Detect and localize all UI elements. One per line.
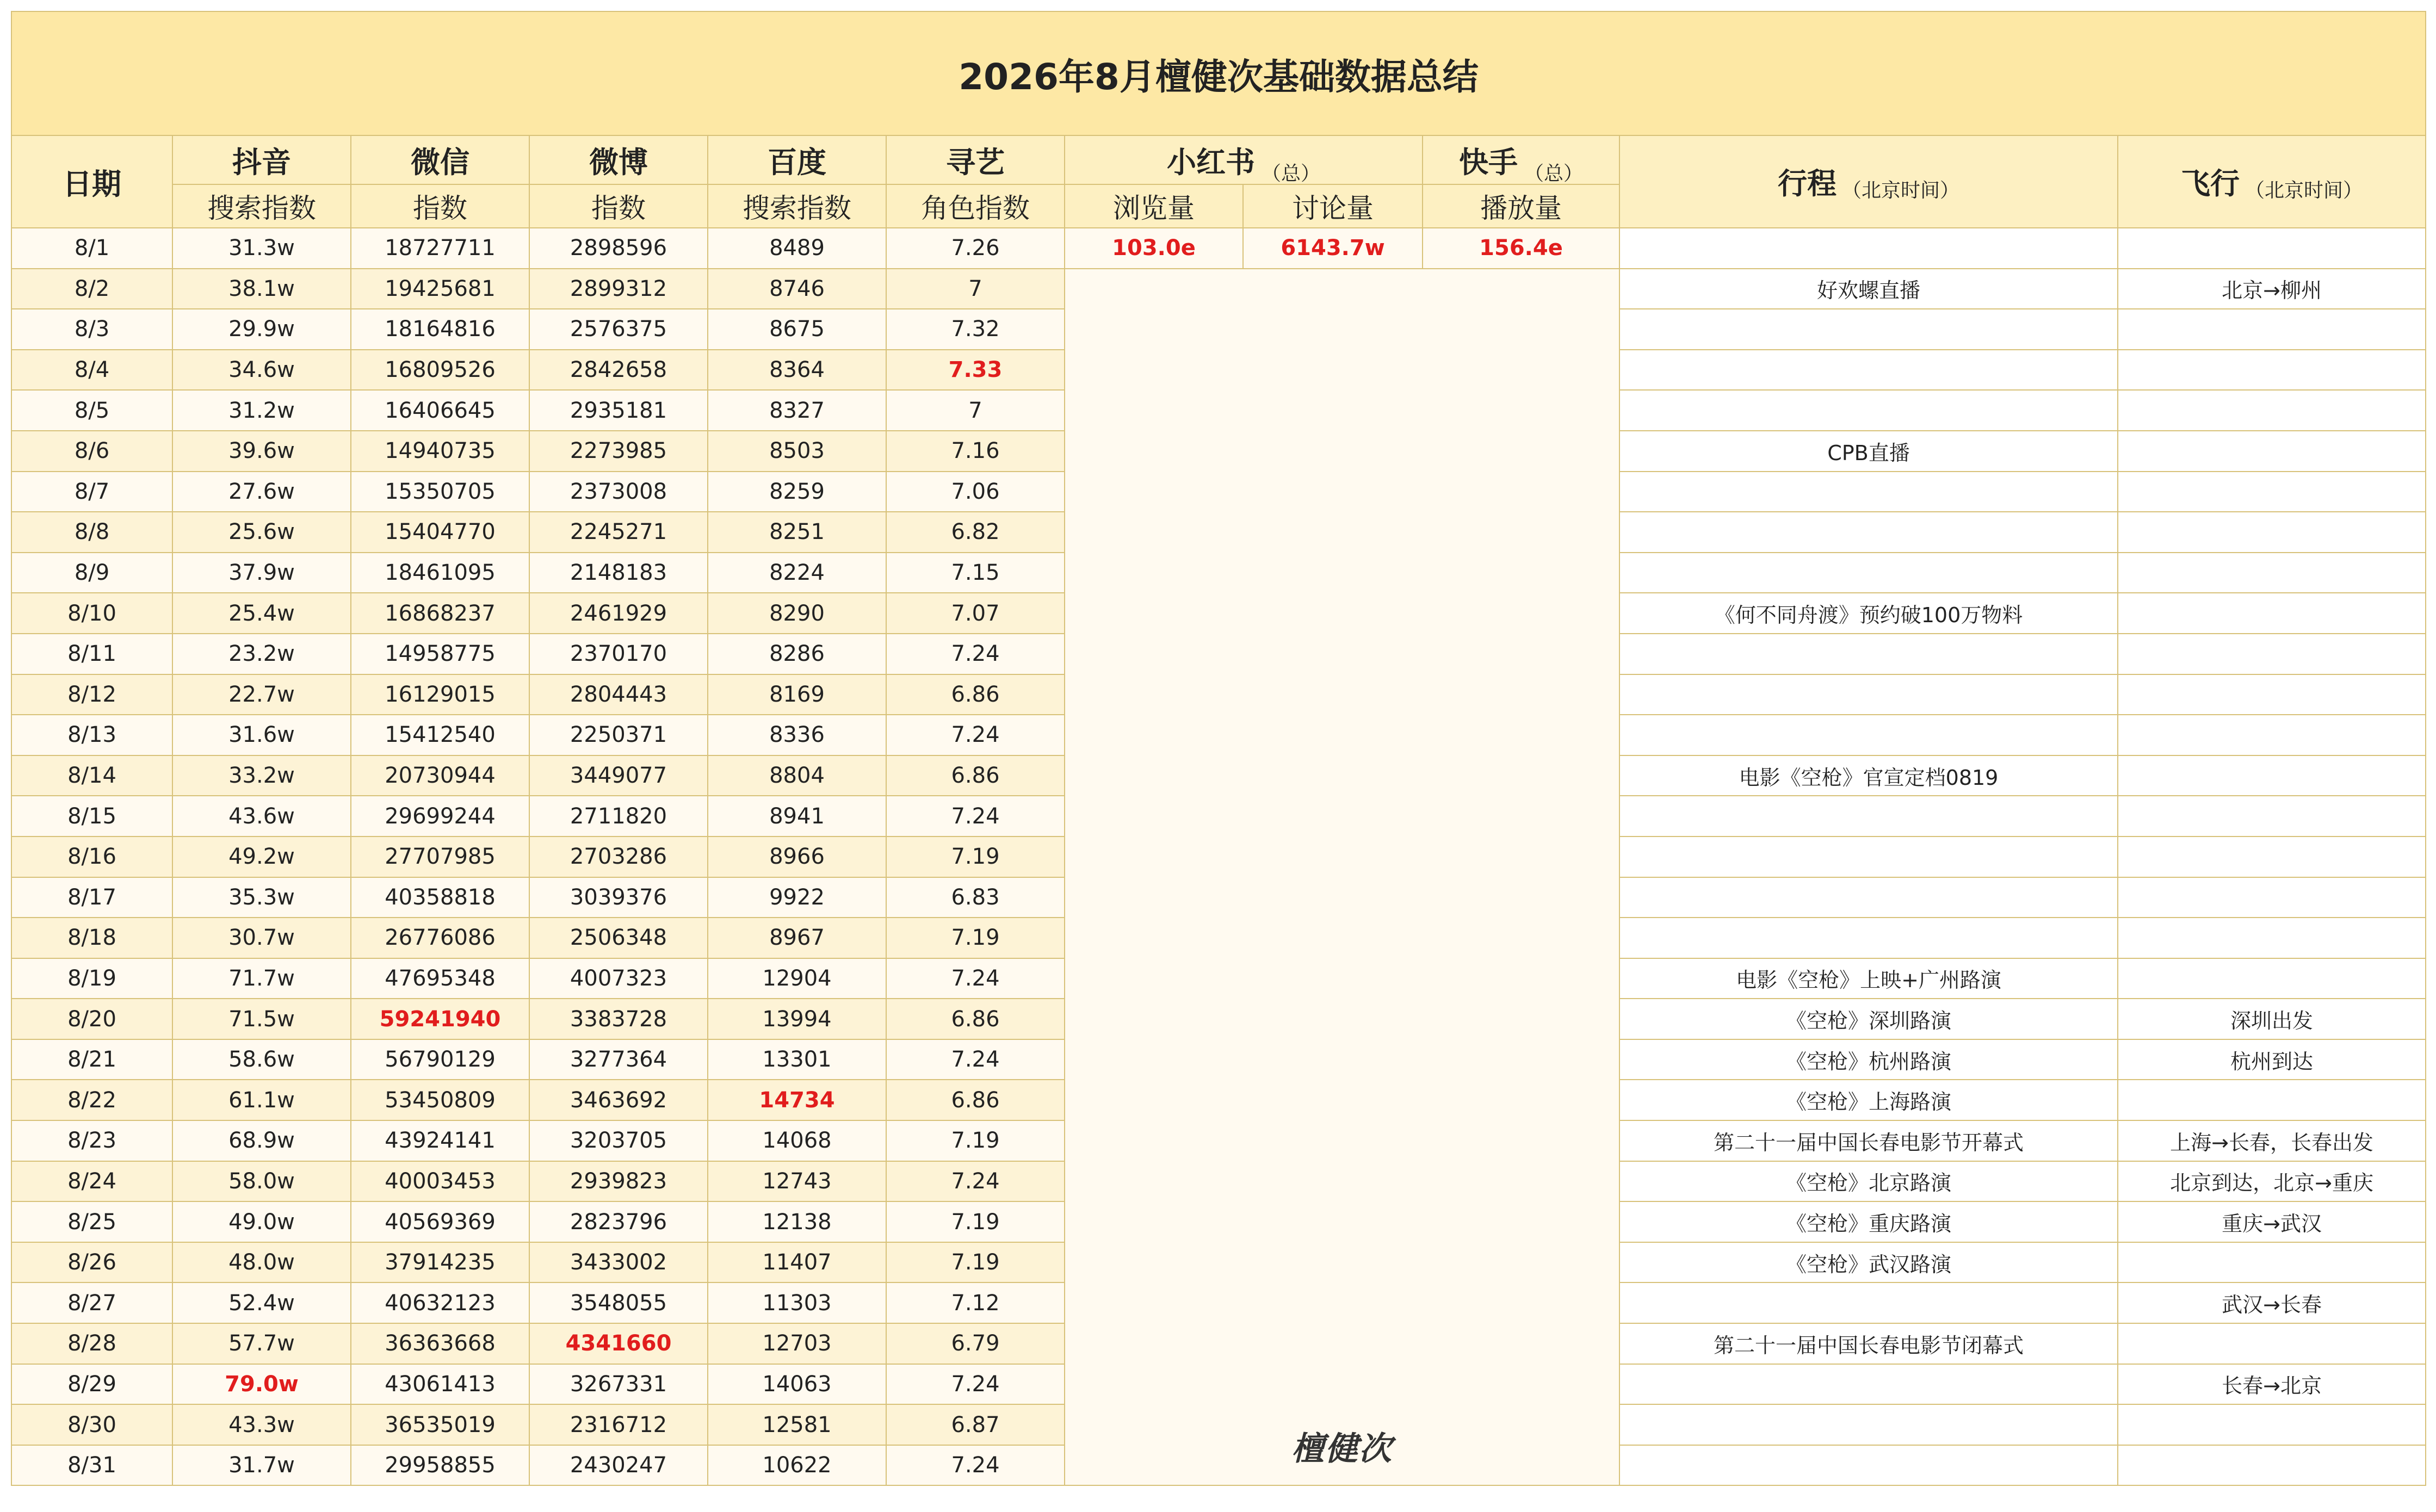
cell-douyin: 57.7w [172, 1323, 351, 1364]
cell-date: 8/27 [11, 1282, 172, 1323]
cell-schedule [1619, 350, 2118, 391]
cell-douyin: 49.2w [172, 836, 351, 877]
cell-weibo: 4007323 [529, 958, 708, 999]
header-schedule [1619, 135, 2118, 228]
cell-xunyi: 7.24 [886, 1445, 1065, 1486]
cell-xunyi: 7.16 [886, 431, 1065, 472]
cell-flight [2118, 1323, 2426, 1364]
cell-douyin: 35.3w [172, 877, 351, 918]
header-flight-note: （北京时间） [2245, 179, 2363, 202]
cell-flight [2118, 715, 2426, 755]
cell-date: 8/15 [11, 796, 172, 836]
cell-date: 8/11 [11, 634, 172, 674]
cell-xunyi: 7.24 [886, 958, 1065, 999]
cell-xunyi: 7.12 [886, 1282, 1065, 1323]
cell-wechat: 37914235 [351, 1242, 529, 1283]
cell-date: 8/21 [11, 1039, 172, 1080]
cell-flight [2118, 877, 2426, 918]
cell-weibo: 3039376 [529, 877, 708, 918]
cell-schedule [1619, 390, 2118, 431]
header-xunyi: 寻艺 [886, 135, 1065, 184]
cell-xunyi: 6.86 [886, 755, 1065, 796]
cell-baidu: 8251 [708, 512, 886, 553]
cell-xunyi: 6.86 [886, 999, 1065, 1039]
cell-wechat: 36535019 [351, 1404, 529, 1445]
signature-logo: 檀健次 [1291, 1430, 1393, 1468]
table-row [11, 228, 2426, 269]
cell-xunyi: 6.83 [886, 877, 1065, 918]
cell-date: 8/7 [11, 472, 172, 512]
cell-flight [2118, 1242, 2426, 1283]
cell-baidu: 8169 [708, 674, 886, 715]
subheader-baidu: 搜索指数 [708, 184, 886, 228]
header-weibo: 微博 [529, 135, 708, 184]
cell-schedule [1619, 836, 2118, 877]
cell-schedule [1619, 553, 2118, 593]
cell-weibo: 2273985 [529, 431, 708, 472]
cell-wechat: 29699244 [351, 796, 529, 836]
table-row [11, 269, 2426, 309]
cell-wechat: 26776086 [351, 918, 529, 958]
cell-date: 8/26 [11, 1242, 172, 1283]
cell-schedule [1619, 715, 2118, 755]
cell-douyin: 31.7w [172, 1445, 351, 1486]
cell-douyin: 58.0w [172, 1161, 351, 1202]
cell-baidu: 14734 [708, 1080, 886, 1120]
cell-schedule [1619, 309, 2118, 350]
cell-flight [2118, 512, 2426, 553]
cell-wechat: 16129015 [351, 674, 529, 715]
cell-date: 8/20 [11, 999, 172, 1039]
cell-schedule [1619, 634, 2118, 674]
cell-wechat: 59241940 [351, 999, 529, 1039]
cell-wechat: 20730944 [351, 755, 529, 796]
cell-schedule: 《何不同舟渡》预约破100万物料 [1619, 593, 2118, 634]
header-flight-label: 飞行 [2181, 166, 2240, 201]
cell-weibo: 2245271 [529, 512, 708, 553]
cell-schedule: 《空枪》上海路演 [1619, 1080, 2118, 1120]
cell-wechat: 29958855 [351, 1445, 529, 1486]
cell-xunyi: 7.06 [886, 472, 1065, 512]
cell-baidu: 12703 [708, 1323, 886, 1364]
cell-baidu: 8336 [708, 715, 886, 755]
cell-weibo: 2430247 [529, 1445, 708, 1486]
cell-douyin: 29.9w [172, 309, 351, 350]
cell-weibo: 2148183 [529, 553, 708, 593]
cell-schedule [1619, 1282, 2118, 1323]
cell-wechat: 15404770 [351, 512, 529, 553]
cell-xunyi: 6.86 [886, 674, 1065, 715]
cell-wechat: 16406645 [351, 390, 529, 431]
cell-douyin: 43.6w [172, 796, 351, 836]
cell-schedule: 《空枪》武汉路演 [1619, 1242, 2118, 1283]
cell-weibo: 2842658 [529, 350, 708, 391]
cell-weibo: 3267331 [529, 1364, 708, 1405]
cell-flight [2118, 1080, 2426, 1120]
subheader-weibo: 指数 [529, 184, 708, 228]
cell-xunyi: 7.19 [886, 1120, 1065, 1161]
subheader-wechat: 指数 [351, 184, 529, 228]
cell-schedule: 好欢螺直播 [1619, 269, 2118, 309]
cell-douyin: 31.6w [172, 715, 351, 755]
header-kuaishou-label: 快手 [1458, 145, 1518, 179]
cell-schedule [1619, 472, 2118, 512]
cell-wechat: 18164816 [351, 309, 529, 350]
cell-date: 8/29 [11, 1364, 172, 1405]
cell-flight [2118, 836, 2426, 877]
cell-xunyi: 7 [886, 390, 1065, 431]
cell-baidu: 8224 [708, 553, 886, 593]
cell-weibo: 2804443 [529, 674, 708, 715]
cell-xunyi: 6.87 [886, 1404, 1065, 1445]
cell-weibo: 3548055 [529, 1282, 708, 1323]
cell-schedule [1619, 228, 2118, 269]
cell-baidu: 12581 [708, 1404, 886, 1445]
cell-total-kuaishou-plays: 156.4e [1423, 228, 1619, 269]
cell-xunyi: 7.19 [886, 836, 1065, 877]
cell-douyin: 25.4w [172, 593, 351, 634]
header-xiaohongshu-note: （总） [1261, 162, 1320, 184]
page-title: 2026年8月檀健次基础数据总结 [11, 11, 2426, 135]
cell-baidu: 8967 [708, 918, 886, 958]
cell-xunyi: 7.24 [886, 715, 1065, 755]
cell-baidu: 8804 [708, 755, 886, 796]
cell-date: 8/30 [11, 1404, 172, 1445]
cell-xunyi: 7.15 [886, 553, 1065, 593]
cell-weibo: 2370170 [529, 634, 708, 674]
cell-date: 8/18 [11, 918, 172, 958]
cell-weibo: 2703286 [529, 836, 708, 877]
subheader-xhs-discuss: 讨论量 [1243, 184, 1423, 228]
summary-table [11, 11, 2426, 1486]
cell-baidu: 8966 [708, 836, 886, 877]
cell-douyin: 33.2w [172, 755, 351, 796]
cell-date: 8/6 [11, 431, 172, 472]
header-flight [2118, 135, 2426, 228]
cell-flight [2118, 674, 2426, 715]
cell-total-xhs-views: 103.0e [1065, 228, 1243, 269]
cell-baidu: 13301 [708, 1039, 886, 1080]
cell-schedule [1619, 877, 2118, 918]
subheader-kuaishou: 播放量 [1423, 184, 1619, 228]
cell-wechat: 40003453 [351, 1161, 529, 1202]
cell-schedule: 《空枪》北京路演 [1619, 1161, 2118, 1202]
header-xiaohongshu-label: 小红书 [1166, 145, 1255, 179]
cell-douyin: 30.7w [172, 918, 351, 958]
cell-date: 8/3 [11, 309, 172, 350]
cell-date: 8/10 [11, 593, 172, 634]
cell-douyin: 23.2w [172, 634, 351, 674]
cell-flight [2118, 350, 2426, 391]
cell-wechat: 56790129 [351, 1039, 529, 1080]
cell-flight [2118, 796, 2426, 836]
cell-douyin: 61.1w [172, 1080, 351, 1120]
data-sheet [11, 11, 2425, 1501]
cell-xunyi: 7.33 [886, 350, 1065, 391]
cell-schedule [1619, 1404, 2118, 1445]
cell-xunyi: 7.32 [886, 309, 1065, 350]
cell-schedule: 《空枪》重庆路演 [1619, 1201, 2118, 1242]
cell-xunyi: 6.82 [886, 512, 1065, 553]
cell-baidu: 13994 [708, 999, 886, 1039]
cell-date: 8/12 [11, 674, 172, 715]
cell-weibo: 3449077 [529, 755, 708, 796]
cell-baidu: 11303 [708, 1282, 886, 1323]
cell-flight: 上海→长春，长春出发 [2118, 1120, 2426, 1161]
cell-date: 8/1 [11, 228, 172, 269]
cell-flight [2118, 755, 2426, 796]
cell-wechat: 16809526 [351, 350, 529, 391]
cell-douyin: 58.6w [172, 1039, 351, 1080]
header-schedule-note: （北京时间） [1841, 179, 1959, 202]
header-xiaohongshu [1065, 135, 1423, 184]
cell-xunyi: 7.24 [886, 1161, 1065, 1202]
cell-douyin: 48.0w [172, 1242, 351, 1283]
cell-date: 8/19 [11, 958, 172, 999]
cell-weibo: 3277364 [529, 1039, 708, 1080]
cell-date: 8/9 [11, 553, 172, 593]
cell-flight: 深圳出发 [2118, 999, 2426, 1039]
header-baidu: 百度 [708, 135, 886, 184]
cell-date: 8/2 [11, 269, 172, 309]
subheader-xhs-views: 浏览量 [1065, 184, 1243, 228]
header-date: 日期 [11, 135, 172, 228]
cell-xunyi: 7.24 [886, 1039, 1065, 1080]
cell-baidu: 14063 [708, 1364, 886, 1405]
cell-date: 8/31 [11, 1445, 172, 1486]
cell-baidu: 8286 [708, 634, 886, 674]
cell-xunyi: 7.26 [886, 228, 1065, 269]
cell-date: 8/5 [11, 390, 172, 431]
cell-weibo: 4341660 [529, 1323, 708, 1364]
cell-schedule [1619, 796, 2118, 836]
cell-baidu: 8364 [708, 350, 886, 391]
cell-wechat: 53450809 [351, 1080, 529, 1120]
cell-schedule [1619, 1364, 2118, 1405]
cell-flight [2118, 553, 2426, 593]
cell-weibo: 2935181 [529, 390, 708, 431]
cell-schedule [1619, 1445, 2118, 1486]
cell-schedule [1619, 918, 2118, 958]
cell-weibo: 2250371 [529, 715, 708, 755]
cell-wechat: 18727711 [351, 228, 529, 269]
cell-baidu: 9922 [708, 877, 886, 918]
cell-flight [2118, 918, 2426, 958]
header-wechat: 微信 [351, 135, 529, 184]
header-kuaishou-note: （总） [1524, 162, 1583, 184]
cell-wechat: 43061413 [351, 1364, 529, 1405]
cell-weibo: 3383728 [529, 999, 708, 1039]
cell-weibo: 2823796 [529, 1201, 708, 1242]
header-douyin: 抖音 [172, 135, 351, 184]
cell-wechat: 43924141 [351, 1120, 529, 1161]
cell-xunyi: 7.19 [886, 918, 1065, 958]
cell-douyin: 25.6w [172, 512, 351, 553]
cell-flight: 重庆→武汉 [2118, 1201, 2426, 1242]
cell-total-xhs-discuss: 6143.7w [1243, 228, 1423, 269]
cell-wechat: 19425681 [351, 269, 529, 309]
cell-baidu: 8290 [708, 593, 886, 634]
subheader-xunyi: 角色指数 [886, 184, 1065, 228]
cell-schedule: 第二十一届中国长春电影节闭幕式 [1619, 1323, 2118, 1364]
cell-date: 8/4 [11, 350, 172, 391]
cell-wechat: 14958775 [351, 634, 529, 674]
cell-date: 8/22 [11, 1080, 172, 1120]
cell-weibo: 2461929 [529, 593, 708, 634]
cell-flight: 武汉→长春 [2118, 1282, 2426, 1323]
cell-douyin: 39.6w [172, 431, 351, 472]
cell-schedule: CPB直播 [1619, 431, 2118, 472]
cell-baidu: 8489 [708, 228, 886, 269]
cell-douyin: 37.9w [172, 553, 351, 593]
cell-flight: 北京到达，北京→重庆 [2118, 1161, 2426, 1202]
cell-schedule [1619, 512, 2118, 553]
cell-xunyi: 7.19 [886, 1242, 1065, 1283]
cell-flight [2118, 472, 2426, 512]
cell-douyin: 71.5w [172, 999, 351, 1039]
cell-douyin: 68.9w [172, 1120, 351, 1161]
cell-douyin: 49.0w [172, 1201, 351, 1242]
cell-baidu: 11407 [708, 1242, 886, 1283]
cell-baidu: 12743 [708, 1161, 886, 1202]
cell-baidu: 8941 [708, 796, 886, 836]
cell-schedule: 《空枪》杭州路演 [1619, 1039, 2118, 1080]
cell-date: 8/13 [11, 715, 172, 755]
cell-flight [2118, 390, 2426, 431]
header-schedule-label: 行程 [1777, 166, 1837, 201]
cell-date: 8/23 [11, 1120, 172, 1161]
cell-weibo: 2898596 [529, 228, 708, 269]
cell-douyin: 31.2w [172, 390, 351, 431]
cell-douyin: 22.7w [172, 674, 351, 715]
cell-wechat: 36363668 [351, 1323, 529, 1364]
cell-wechat: 40632123 [351, 1282, 529, 1323]
cell-flight [2118, 431, 2426, 472]
cell-date: 8/16 [11, 836, 172, 877]
cell-weibo: 2506348 [529, 918, 708, 958]
cell-flight [2118, 1404, 2426, 1445]
cell-schedule: 第二十一届中国长春电影节开幕式 [1619, 1120, 2118, 1161]
cell-xunyi: 6.79 [886, 1323, 1065, 1364]
cell-douyin: 79.0w [172, 1364, 351, 1405]
cell-xunyi: 7 [886, 269, 1065, 309]
cell-baidu: 8746 [708, 269, 886, 309]
cell-weibo: 2316712 [529, 1404, 708, 1445]
cell-baidu: 12138 [708, 1201, 886, 1242]
cell-weibo: 2939823 [529, 1161, 708, 1202]
subheader-douyin: 搜索指数 [172, 184, 351, 228]
cell-wechat: 16868237 [351, 593, 529, 634]
cell-date: 8/24 [11, 1161, 172, 1202]
cell-wechat: 15350705 [351, 472, 529, 512]
cell-xunyi: 7.24 [886, 1364, 1065, 1405]
cell-douyin: 31.3w [172, 228, 351, 269]
cell-weibo: 2711820 [529, 796, 708, 836]
cell-weibo: 2899312 [529, 269, 708, 309]
cell-flight [2118, 958, 2426, 999]
cell-douyin: 43.3w [172, 1404, 351, 1445]
cell-schedule: 电影《空枪》上映+广州路演 [1619, 958, 2118, 999]
cell-xunyi: 7.07 [886, 593, 1065, 634]
cell-weibo: 2576375 [529, 309, 708, 350]
cell-schedule: 《空枪》深圳路演 [1619, 999, 2118, 1039]
cell-wechat: 40358818 [351, 877, 529, 918]
cell-date: 8/28 [11, 1323, 172, 1364]
cell-wechat: 40569369 [351, 1201, 529, 1242]
cell-wechat: 14940735 [351, 431, 529, 472]
cell-wechat: 18461095 [351, 553, 529, 593]
cell-date: 8/25 [11, 1201, 172, 1242]
cell-douyin: 71.7w [172, 958, 351, 999]
cell-wechat: 27707985 [351, 836, 529, 877]
header-kuaishou [1423, 135, 1619, 184]
cell-xunyi: 7.24 [886, 796, 1065, 836]
cell-baidu: 8503 [708, 431, 886, 472]
cell-baidu: 8259 [708, 472, 886, 512]
cell-weibo: 2373008 [529, 472, 708, 512]
cell-baidu: 14068 [708, 1120, 886, 1161]
cell-schedule [1619, 674, 2118, 715]
cell-wechat: 47695348 [351, 958, 529, 999]
platform-totals-blank-area [1065, 269, 1619, 1486]
cell-flight: 杭州到达 [2118, 1039, 2426, 1080]
cell-flight: 北京→柳州 [2118, 269, 2426, 309]
cell-baidu: 8327 [708, 390, 886, 431]
cell-douyin: 27.6w [172, 472, 351, 512]
cell-date: 8/14 [11, 755, 172, 796]
cell-weibo: 3203705 [529, 1120, 708, 1161]
cell-xunyi: 7.19 [886, 1201, 1065, 1242]
cell-weibo: 3433002 [529, 1242, 708, 1283]
cell-wechat: 15412540 [351, 715, 529, 755]
cell-date: 8/17 [11, 877, 172, 918]
cell-baidu: 10622 [708, 1445, 886, 1486]
cell-date: 8/8 [11, 512, 172, 553]
cell-baidu: 12904 [708, 958, 886, 999]
cell-flight [2118, 228, 2426, 269]
cell-flight: 长春→北京 [2118, 1364, 2426, 1405]
cell-douyin: 34.6w [172, 350, 351, 391]
cell-baidu: 8675 [708, 309, 886, 350]
cell-xunyi: 7.24 [886, 634, 1065, 674]
cell-schedule: 电影《空枪》官宣定档0819 [1619, 755, 2118, 796]
cell-flight [2118, 593, 2426, 634]
cell-xunyi: 6.86 [886, 1080, 1065, 1120]
cell-flight [2118, 634, 2426, 674]
cell-douyin: 38.1w [172, 269, 351, 309]
cell-flight [2118, 309, 2426, 350]
cell-weibo: 3463692 [529, 1080, 708, 1120]
cell-flight [2118, 1445, 2426, 1486]
cell-douyin: 52.4w [172, 1282, 351, 1323]
